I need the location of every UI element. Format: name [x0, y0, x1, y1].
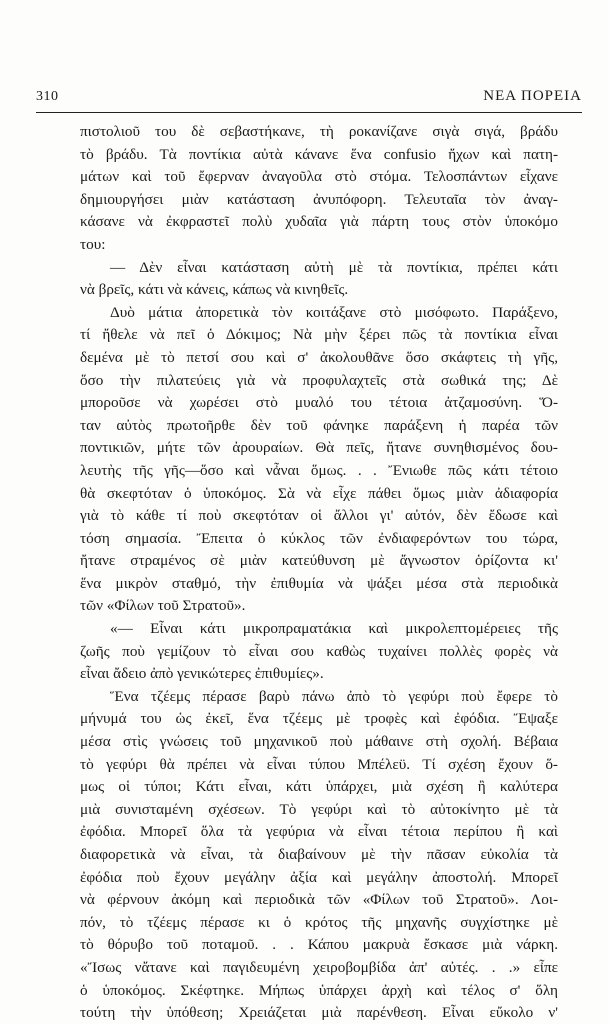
text-line: μάτων καὶ τοῦ ἔφερναν ἀναγοῦλα στὸ στόμα. Τελοσπάντων εἶχανε [80, 168, 558, 186]
text-line: ἐφόδια ποὺ ἔχουν μεγάλην ἀξία καὶ μεγάλην ἀποστολή. Μπορεῖ [80, 868, 558, 886]
journal-title: ΝΕΑ ΠΟΡΕΙΑ [483, 88, 582, 104]
text-line: του: [80, 235, 106, 253]
text-line: θὰ σκεφτόταν ὁ ὑποκόμος. Σὰ νὰ εἶχε πάθει ὅμως μιὰν ἀδιαφορία [80, 484, 558, 502]
text-line: τούτη τὴν ὑπόθεση; Χρειάζεται μιὰ παρένθεση. Εἶναι εὔκολο ν' [80, 1004, 558, 1022]
text-line: ποντικιῶν, μήτε τῶν ἀρουραίων. Θὰ πεῖς, ἤτανε συνηθισμένος δου- [80, 439, 558, 457]
text-line: μήνυμά του ὡς ἐκεῖ, ἕνα τζέεμς μὲ τροφὲς καὶ ἐφόδια. Ἔψαξε [80, 710, 558, 728]
text-line: Ἕνα τζέεμς πέρασε βαρὺ πάνω ἀπὸ τὸ γεφύρι ποὺ ἔφερε τὸ [110, 687, 558, 705]
text-line: κάσανε νὰ ἐκφραστεῖ πολὺ χυδαῖα γιὰ πάρτη τους στὸν ὑποκόμο [80, 213, 558, 231]
text-line: τί ἤθελε νὰ πεῖ ὁ Δόκιμος; Νὰ μὴν ξέρει πῶς τὰ ποντίκια εἶναι [80, 326, 558, 344]
text-line: εἶναι ἄδειο ἀπὸ γενικώτερες ἐπιθυμίες». [80, 665, 324, 683]
header-rule [36, 112, 582, 113]
text-line: — Δὲν εἶναι κατάσταση αὐτὴ μὲ τὰ ποντίκια, πρέπει κάτι [110, 258, 558, 276]
text-line: ὅσο τὴν πιλατεύεις γιὰ νὰ προφυλαχτεῖς στὰ σωθικά της; Δὲ [80, 371, 558, 389]
text-line: τόση σημασία. Ἔπειτα ὁ κύκλος τῶν ἐνδιαφερόντων του τώρα, [80, 529, 558, 547]
text-line: ταν αὐτὸς πρωτοῆρθε δὲν τοῦ φάνηκε παράξενη ἡ παρέα τῶν [80, 416, 558, 434]
text-line: ἐφόδια. Μπορεῖ ὅλα τὰ γεφύρια νὰ εἶναι τέτοια περίπου ἢ καὶ [80, 823, 558, 841]
text-line: νὰ βρεῖς, κάτι νὰ κάνεις, κάπως νὰ κινηθεῖς. [80, 281, 349, 299]
text-line: Δυὸ μάτια ἀπορετικὰ τὸν κοιτάξανε στὸ μισόφωτο. Παράξενο, [110, 303, 558, 321]
text-line: ἤτανε στραμένος σὲ μιὰν κατεύθυνση μὲ ἄγνωστον ὁρίζοντα κι' [80, 552, 558, 570]
text-line: πόν, τὸ τζέεμς πέρασε κι ὁ κρότος τῆς μηχανῆς συγχίστηκε μὲ [80, 913, 558, 931]
text-line: τῶν «Φίλων τοῦ Στρατοῦ». [80, 597, 246, 615]
page-number: 310 [36, 89, 59, 104]
running-head [36, 88, 582, 112]
text-line: τὸ θόρυβο τοῦ ποταμοῦ. . . Κάπου μακρυὰ ἔσκασε μιὰ νάρκη. [80, 936, 558, 954]
text-line: «— Εἶναι κάτι μικροπραματάκια καὶ μικρολεπτομέρειες τῆς [110, 620, 558, 638]
text-line: μποροῦσε νὰ χωρέσει στὸ μυαλό του τέτοια ἀτζαμοσύνη. Ὅ- [80, 394, 558, 412]
text-line: λευτὴς τῆς γῆς—ὅσο καὶ νἆναι ὅμως. . . Ἔνιωθε πῶς κάτι τέτοιο [80, 461, 558, 479]
text-line: δημιουργήσει μιὰν κατάσταση ἀνυπόφορη. Τελευταῖα τὸν ἀναγ- [80, 190, 558, 208]
text-line: ἕνα μικρὸν σταθμό, τὴν ἐπιθυμία νὰ ψάξει μέσα στὰ περιοδικὰ [80, 574, 558, 592]
text-line: τὸ γεφύρι θὰ πρέπει νὰ εἶναι τύπου Μπέλεϋ. Τί σχέση ἔχουν ὅ- [80, 755, 558, 773]
text-line: μιὰ συνισταμένη σχέσεων. Τὸ γεφύρι καὶ τὸ αὐτοκίνητο μὲ τὰ [80, 800, 558, 818]
body-text [80, 121, 558, 1025]
text-line: ὁ ὑποκόμος. Σκέφτηκε. Μήπως ὑπάρχει ἀρχὴ καὶ τέλος σ' ὅλη [80, 981, 558, 999]
text-line: μως οἱ τύποι; Κάτι εἶναι, κάτι ὑπάρχει, μιὰ σχέση ἢ καλύτερα [80, 778, 558, 796]
text-line: διαφορετικὰ νὰ εἶναι, τὰ διαβαίνουν μὲ τὴν πᾶσαν εὐκολία τὰ [80, 846, 558, 863]
text-line: «Ἴσως νἄτανε καὶ παγιδευμένη χειροβομβίδα ἀπ' αὐτές. . .» εἶπε [80, 958, 558, 976]
text-line: ζωῆς ποὺ γεμίζουν τὸ εἶναι σου καθὼς τυχαίνει πολλὲς φορὲς νὰ [80, 642, 558, 660]
text-line: δεμένα μὲ τὸ πετσί σου καὶ σ' ἀκολουθᾶνε ὅσο σκάφτεις τὴ γῆς, [80, 348, 558, 366]
text-line: νὰ φέρνουν ἀκόμη καὶ περιοδικὰ τῶν «Φίλων τοῦ Στρατοῦ». Λοι- [80, 891, 558, 909]
text-line: πιστολιοῦ του δὲ σεβαστήκανε, τὴ ροκανίζανε σιγὰ σιγά, βράδυ [80, 123, 558, 140]
text-line: μέσα στὶς γνώσεις τοῦ μηχανικοῦ ποὺ μάθαινε στὴ σχολή. Βέβαια [80, 733, 558, 751]
text-line: γιὰ τὸ κάθε τί ποὺ σκεφτόταν οἱ ἄλλοι γι' αὐτόν, δὲν ἔδωσε καὶ [80, 507, 558, 525]
text-line: τὸ βράδυ. Τὰ ποντίκια αὐτὰ κάνανε ἕνα confusio ἤχων καὶ πατη- [80, 145, 558, 163]
